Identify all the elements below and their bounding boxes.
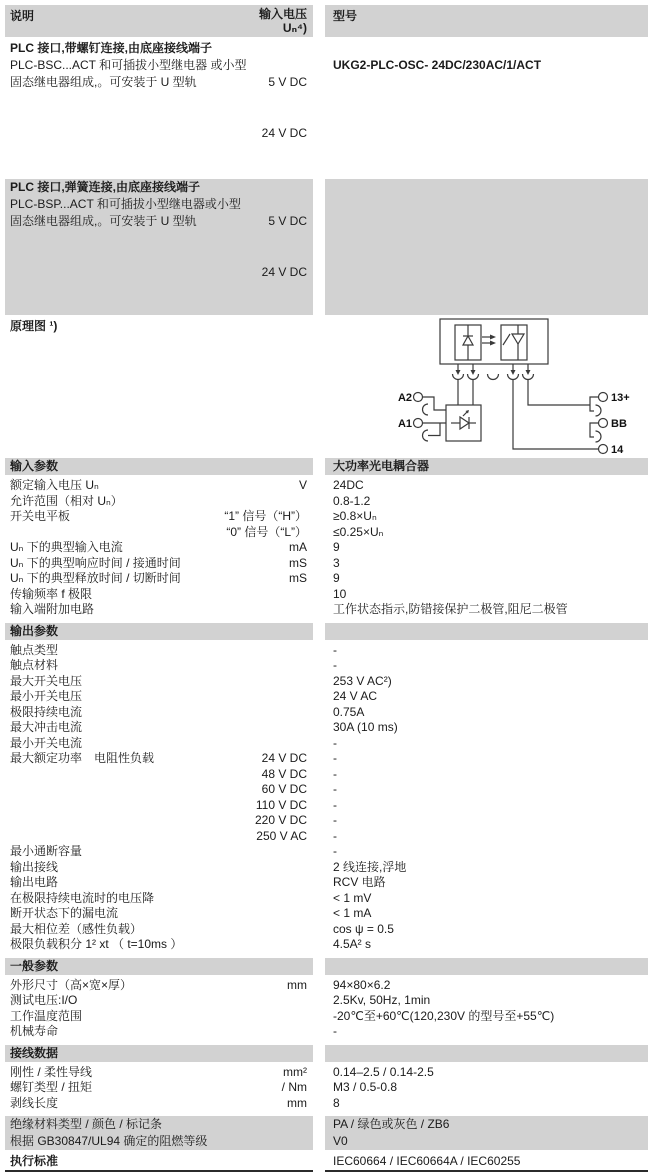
section-title-right: 大功率光电耦合器 (325, 458, 648, 475)
spec-row (5, 860, 648, 876)
spec-unit: mS (289, 571, 307, 585)
product-desc-line: 固态继电器组成,。可安装于 U 型轨 (10, 75, 197, 89)
spec-row (5, 478, 648, 494)
spec-value: 10 (333, 586, 347, 601)
spec-label: 在极限持续电流时的电压降 (10, 890, 155, 905)
column-gap (313, 5, 325, 37)
spec-value: - (333, 844, 337, 858)
column-gap (313, 705, 325, 721)
spec-row (5, 798, 648, 814)
standards-value: IEC60664 / IEC60664A / IEC60255 (333, 1154, 521, 1168)
spec-row (5, 1009, 648, 1025)
section-title: 输入参数 (5, 458, 313, 475)
spec-label: 输入端附加电路 (10, 602, 95, 616)
spec-value: 9 (333, 540, 340, 554)
spec-value: 253 V AC²) (333, 673, 392, 688)
column-gap (313, 922, 325, 938)
spec-value: - (333, 813, 337, 827)
terminal-a1 (398, 418, 446, 441)
spec-label: 断开状态下的漏电流 (10, 906, 119, 920)
column-gap (313, 179, 325, 315)
spec-value: V0 (325, 1133, 648, 1150)
spec-label: 触点材料 (10, 658, 59, 672)
voltage-value: 24 V DC (261, 265, 307, 279)
spec-label: 开关电平板 (10, 509, 71, 523)
spec-value: < 1 mA (333, 906, 372, 920)
spec-value: 4.5A² s (333, 937, 372, 951)
terminal-bb (590, 418, 627, 442)
spec-label: Uₙ 下的典型释放时间 / 切断时间 (10, 571, 181, 585)
column-gap (313, 978, 325, 994)
column-gap (313, 643, 325, 659)
spec-unit: mm (287, 1095, 307, 1110)
column-gap (313, 829, 325, 845)
column-gap (313, 782, 325, 798)
spec-row (5, 525, 648, 541)
product-desc-line: PLC 接口,弹簧连接,由底座接线端子 (10, 180, 201, 194)
spec-row (5, 813, 648, 829)
sections (5, 458, 648, 1111)
spec-value: cos ψ = 0.5 (333, 921, 394, 936)
spec-row (5, 602, 648, 618)
spec-label (10, 813, 255, 829)
spec-value: 0.75A (333, 704, 365, 719)
product-table-header (5, 5, 648, 37)
spec-row (5, 705, 648, 721)
spec-row (5, 540, 648, 556)
spec-value: -20℃至+60℃(120,230V 的型号至+55℃) (333, 1008, 555, 1023)
svg-text:A2: A2 (397, 392, 412, 404)
spec-label (10, 782, 262, 798)
spec-row (5, 1065, 648, 1081)
column-gap (313, 458, 325, 475)
spec-value: 0.14–2.5 / 0.14-2.5 (333, 1064, 434, 1079)
spec-row (5, 978, 648, 994)
spec-unit: / Nm (281, 1080, 307, 1094)
spec-row (5, 587, 648, 603)
spec-value: - (333, 735, 337, 750)
terminal-a2 (398, 392, 446, 415)
spec-unit: 220 V DC (254, 813, 307, 827)
column-gap (313, 40, 325, 176)
spec-row (5, 751, 648, 767)
spec-value: 94×80×6.2 (333, 977, 391, 992)
spec-row (5, 937, 648, 953)
section-title-right (325, 1045, 648, 1062)
spec-unit: mS (289, 555, 307, 570)
column-gap (313, 1096, 325, 1112)
spec-label: 极限负载积分 1² xt （ t=10ms ） (10, 937, 183, 951)
spec-label: 螺钉类型 / 扭矩 (10, 1080, 93, 1094)
spec-label: 最小开关电流 (10, 735, 83, 750)
spec-unit: V (298, 478, 307, 492)
column-gap (313, 813, 325, 829)
column-gap (313, 1009, 325, 1025)
product-row-screw (5, 40, 648, 176)
product-description (10, 40, 262, 176)
column-gap (313, 1080, 325, 1096)
spec-value: - (333, 751, 337, 765)
spec-value: 0.8-1.2 (333, 493, 371, 508)
section-title-right (325, 958, 648, 975)
column-gap (313, 751, 325, 767)
column-gap (313, 571, 325, 587)
spec-row (5, 993, 648, 1009)
spec-label: 传输频率 f 极限 (10, 586, 93, 601)
plug-contacts (453, 364, 534, 380)
spec-row (5, 1024, 648, 1040)
spec-value: 3 (333, 555, 340, 570)
column-gap (313, 1045, 325, 1062)
spec-unit: 24 V DC (261, 751, 307, 765)
section-header (5, 1045, 648, 1062)
column-gap (313, 623, 325, 640)
section-title: 输出参数 (5, 623, 313, 640)
svg-text:A1: A1 (397, 418, 412, 430)
spec-row (5, 782, 648, 798)
column-gap (313, 478, 325, 494)
spec-label (10, 525, 226, 541)
voltage-value: 5 V DC (268, 214, 307, 228)
spec-unit: mA (289, 540, 307, 554)
spec-row (5, 875, 648, 891)
spec-value: PA / 绿色或灰色 / ZB6 (325, 1116, 648, 1133)
spec-row (5, 689, 648, 705)
column-gap (313, 1024, 325, 1040)
spec-value: 工作状态指示,防错接保护二极管,阻尼二极管 (333, 602, 568, 616)
column-gap (313, 1116, 325, 1133)
spec-row (5, 556, 648, 572)
section-title: 接线数据 (5, 1045, 313, 1062)
spec-label: 输出电路 (10, 875, 59, 889)
spec-label: 剥线长度 (10, 1095, 59, 1110)
spec-value: ≥0.8×Uₙ (333, 509, 377, 523)
svg-text:13+: 13+ (611, 392, 630, 404)
spec-value: - (333, 782, 337, 796)
spec-value: M3 / 0.5-0.8 (333, 1080, 398, 1094)
spec-label: 外形尺寸（高×宽×厚） (10, 977, 133, 992)
column-gap (313, 494, 325, 510)
column-gap (313, 891, 325, 907)
col-description: 说明 (10, 9, 35, 23)
voltage-value: 5 V DC (268, 75, 307, 89)
svg-text:14: 14 (611, 444, 624, 456)
column-gap (313, 844, 325, 860)
insulation-row (5, 1133, 648, 1150)
spec-label: 根据 GB30847/UL94 确定的阻燃等级 (5, 1133, 313, 1150)
spec-row (5, 891, 648, 907)
voltage-value: 24 V DC (261, 126, 307, 140)
spec-label: 机械寿命 (10, 1024, 59, 1038)
column-gap (313, 958, 325, 975)
spec-row (5, 829, 648, 845)
spec-label: 最小通断容量 (10, 844, 83, 858)
column-gap (313, 720, 325, 736)
spec-row (5, 1096, 648, 1112)
spec-value: 2 线连接,浮地 (333, 859, 407, 874)
column-gap (313, 1065, 325, 1081)
product-desc-line: PLC 接口,带螺钉连接,由底座接线端子 (10, 41, 213, 55)
column-gap (313, 798, 325, 814)
column-gap (313, 767, 325, 783)
spec-row (5, 643, 648, 659)
spec-unit: 60 V DC (261, 782, 307, 796)
spec-row (5, 494, 648, 510)
standards-label: 执行标准 (10, 1154, 59, 1168)
header-left-cell (5, 5, 313, 37)
terminal-13plus (590, 392, 630, 416)
spec-unit: “1” 信号（“H”） (224, 509, 307, 523)
spec-label: 最大相位差（感性负载） (10, 921, 143, 936)
product-desc-line: 固态继电器组成,。可安装于 U 型轨 (10, 214, 197, 228)
product-description (10, 179, 262, 315)
col-model: 型号 (325, 5, 648, 37)
column-gap (313, 602, 325, 618)
spec-label: 极限持续电流 (10, 704, 83, 719)
spec-row (5, 509, 648, 525)
spec-value: ≤0.25×Uₙ (333, 524, 384, 539)
column-gap (313, 1133, 325, 1150)
model-number (325, 179, 648, 315)
spec-value: - (333, 766, 337, 781)
product-row-spring (5, 179, 648, 315)
terminal-14 (599, 444, 625, 456)
spec-label: 最大开关电压 (10, 673, 83, 688)
spec-label: 工作温度范围 (10, 1008, 83, 1023)
spec-label: 测试电压:I/O (10, 993, 78, 1007)
column-gap (313, 860, 325, 876)
spec-value: - (333, 797, 337, 812)
spec-row (5, 720, 648, 736)
column-gap (313, 993, 325, 1009)
schematic-block (5, 317, 648, 456)
spec-row (5, 658, 648, 674)
spec-label: 绝缘材料类型 / 颜色 / 标记条 (5, 1116, 313, 1133)
spec-value: - (333, 1024, 337, 1038)
spec-label: 额定输入电压 Uₙ (10, 478, 99, 492)
column-gap (313, 906, 325, 922)
spec-row (5, 571, 648, 587)
column-gap (313, 689, 325, 705)
product-voltages (262, 40, 313, 176)
spec-unit: “0” 信号（“L”） (226, 524, 307, 539)
spec-label: 刚性 / 柔性导线 (10, 1064, 93, 1079)
spec-value: 2.5Kv, 50Hz, 1min (333, 993, 431, 1007)
spec-value: 8 (333, 1095, 340, 1110)
column-gap (313, 937, 325, 953)
spec-label (10, 829, 256, 845)
spec-value: - (333, 828, 337, 843)
spec-row (5, 922, 648, 938)
spec-unit: mm² (283, 1064, 307, 1079)
section-header (5, 958, 648, 975)
spec-label (10, 798, 256, 814)
svg-text:BB: BB (611, 418, 627, 430)
section-header (5, 623, 648, 640)
col-input-voltage-line2: Uₙ⁴) (282, 21, 307, 35)
spec-label: 最小开关电压 (10, 689, 83, 703)
spec-unit: 48 V DC (261, 766, 307, 781)
spec-value: 24 V AC (333, 689, 378, 703)
spec-value: 30A (10 ms) (333, 720, 398, 734)
section-title-right (325, 623, 648, 640)
column-gap (313, 509, 325, 525)
column-gap (313, 587, 325, 603)
model-number: UKG2-PLC-OSC- 24DC/230AC/1/ACT (333, 58, 542, 72)
insulation-row (5, 1116, 648, 1133)
column-gap (313, 658, 325, 674)
column-gap (313, 875, 325, 891)
section-title: 一般参数 (5, 958, 313, 975)
spec-unit: mm (287, 977, 307, 992)
product-voltages (262, 179, 313, 315)
spec-label: 输出接线 (10, 859, 59, 874)
spec-label: Uₙ 下的典型响应时间 / 接通时间 (10, 555, 181, 570)
spec-label: 最大冲击电流 (10, 720, 83, 734)
circuit-diagram-icon (368, 313, 648, 456)
spec-label: Uₙ 下的典型输入电流 (10, 540, 123, 554)
spec-value: RCV 电路 (333, 875, 386, 889)
standards-row (5, 1154, 648, 1169)
column-gap (313, 525, 325, 541)
spec-label (10, 767, 262, 783)
column-gap (313, 736, 325, 752)
product-desc-line: PLC-BSC...ACT 和可插拔小型继电器 或小型 (10, 58, 247, 72)
col-input-voltage-line1: 输入电压 (258, 7, 307, 21)
column-gap (313, 556, 325, 572)
spec-unit: 250 V AC (256, 828, 307, 843)
spec-row (5, 1080, 648, 1096)
spec-unit: 110 V DC (255, 797, 307, 812)
spec-row (5, 736, 648, 752)
spec-row (5, 906, 648, 922)
product-desc-line: PLC-BSP...ACT 和可插拔小型继电器或小型 (10, 197, 241, 211)
spec-row (5, 844, 648, 860)
col-input-voltage (259, 7, 307, 37)
spec-value: 24DC (333, 478, 364, 492)
spec-row (5, 674, 648, 690)
spec-value: < 1 mV (333, 890, 372, 905)
column-gap (313, 540, 325, 556)
section-header (5, 458, 648, 475)
spec-label: 触点类型 (10, 642, 59, 657)
spec-label: 允许范围（相对 Uₙ） (10, 493, 123, 508)
column-gap (313, 674, 325, 690)
spec-row (5, 767, 648, 783)
spec-value: 9 (333, 571, 340, 585)
spec-value: - (333, 642, 337, 657)
spec-value: - (333, 658, 337, 672)
schematic-caption: 原理图 ¹) (10, 319, 58, 333)
column-gap (313, 1154, 325, 1169)
spec-label: 最大额定功率 电阻性负载 (10, 751, 155, 765)
